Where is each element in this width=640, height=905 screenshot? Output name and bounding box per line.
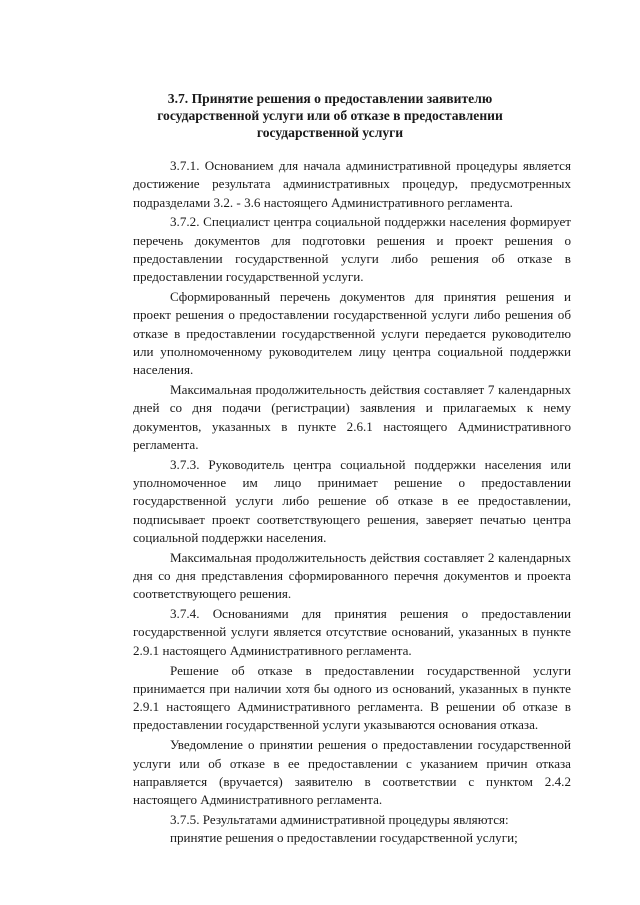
paragraph-notification: Уведомление о принятии решения о предоставлении государственной услуги или об отказе в ее предоставлении с указанием причин отказа направляется (вручается) заявителю в соответствии с пунктом 2.4.2 настоящего Административного регламента. — [133, 737, 571, 808]
paragraph-3-7-1: 3.7.1. Основанием для начала административной процедуры является достижение результата административных процедур, предусмотренных подразделами 3.2. - 3.6 настоящего Административного регламента. — [133, 158, 571, 210]
paragraph-document-list-transfer: Сформированный перечень документов для принятия решения и проект решения о предоставлении государственной услуги либо решения об отказе в предоставлении государственной услуги передается руководителю или уполномоченному руководителем лицу центра социальной поддержки населения. — [133, 289, 571, 378]
paragraph-refusal-decision: Решение об отказе в предоставлении государственной услуги принимается при наличии хотя бы одного из оснований, указанных в пункте 2.9.1 настоящего Административного регламента. В решении об отказе в предоставлении государственной услуги указываются основания отказа. — [133, 662, 571, 733]
paragraph-duration-2-days: Максимальная продолжительность действия составляет 2 календарных дня со дня представления сформированного перечня документов и проекта соответствующего решения. — [133, 549, 571, 602]
paragraph-3-7-2: 3.7.2. Специалист центра социальной поддержки населения формирует перечень документов для подготовки решения и проект решения о предоставлении государственной услуги либо решения об отказе в предоставлении государственной услуги. — [133, 214, 571, 285]
paragraph-duration-7-days: Максимальная продолжительность действия составляет 7 календарных дней со дня подачи (регистрации) заявления и прилагаемых к нему документов, указанных в пункте 2.6.1 настоящего Административного регламента. — [133, 382, 571, 452]
paragraph-3-7-4: 3.7.4. Основаниями для принятия решения о предоставлении государственной услуги является отсутствие оснований, указанных в пункте 2.9.1 настоящего Административного регламента. — [133, 606, 571, 658]
paragraph-3-7-5: 3.7.5. Результатами административной процедуры являются: — [170, 811, 509, 827]
section-heading-line-3: государственной услуги — [256, 125, 404, 140]
section-heading-line-1: 3.7. Принятие решения о предоставлении заявителю — [167, 91, 493, 106]
document-body — [133, 157, 571, 847]
paragraph-result-item: принятие решения о предоставлении государственной услуги; — [170, 830, 518, 846]
section-heading — [130, 90, 530, 141]
section-heading-line-2: государственной услуги или об отказе в предоставлении — [157, 108, 503, 123]
paragraph-3-7-3: 3.7.3. Руководитель центра социальной поддержки населения или уполномоченное им лицо принимает решение о предоставлении государственной услуги либо решение об отказе в ее предоставлении, подписывает проект соответствующего решения, заверяет печатью центра социальной поддержки населения. — [133, 456, 571, 545]
